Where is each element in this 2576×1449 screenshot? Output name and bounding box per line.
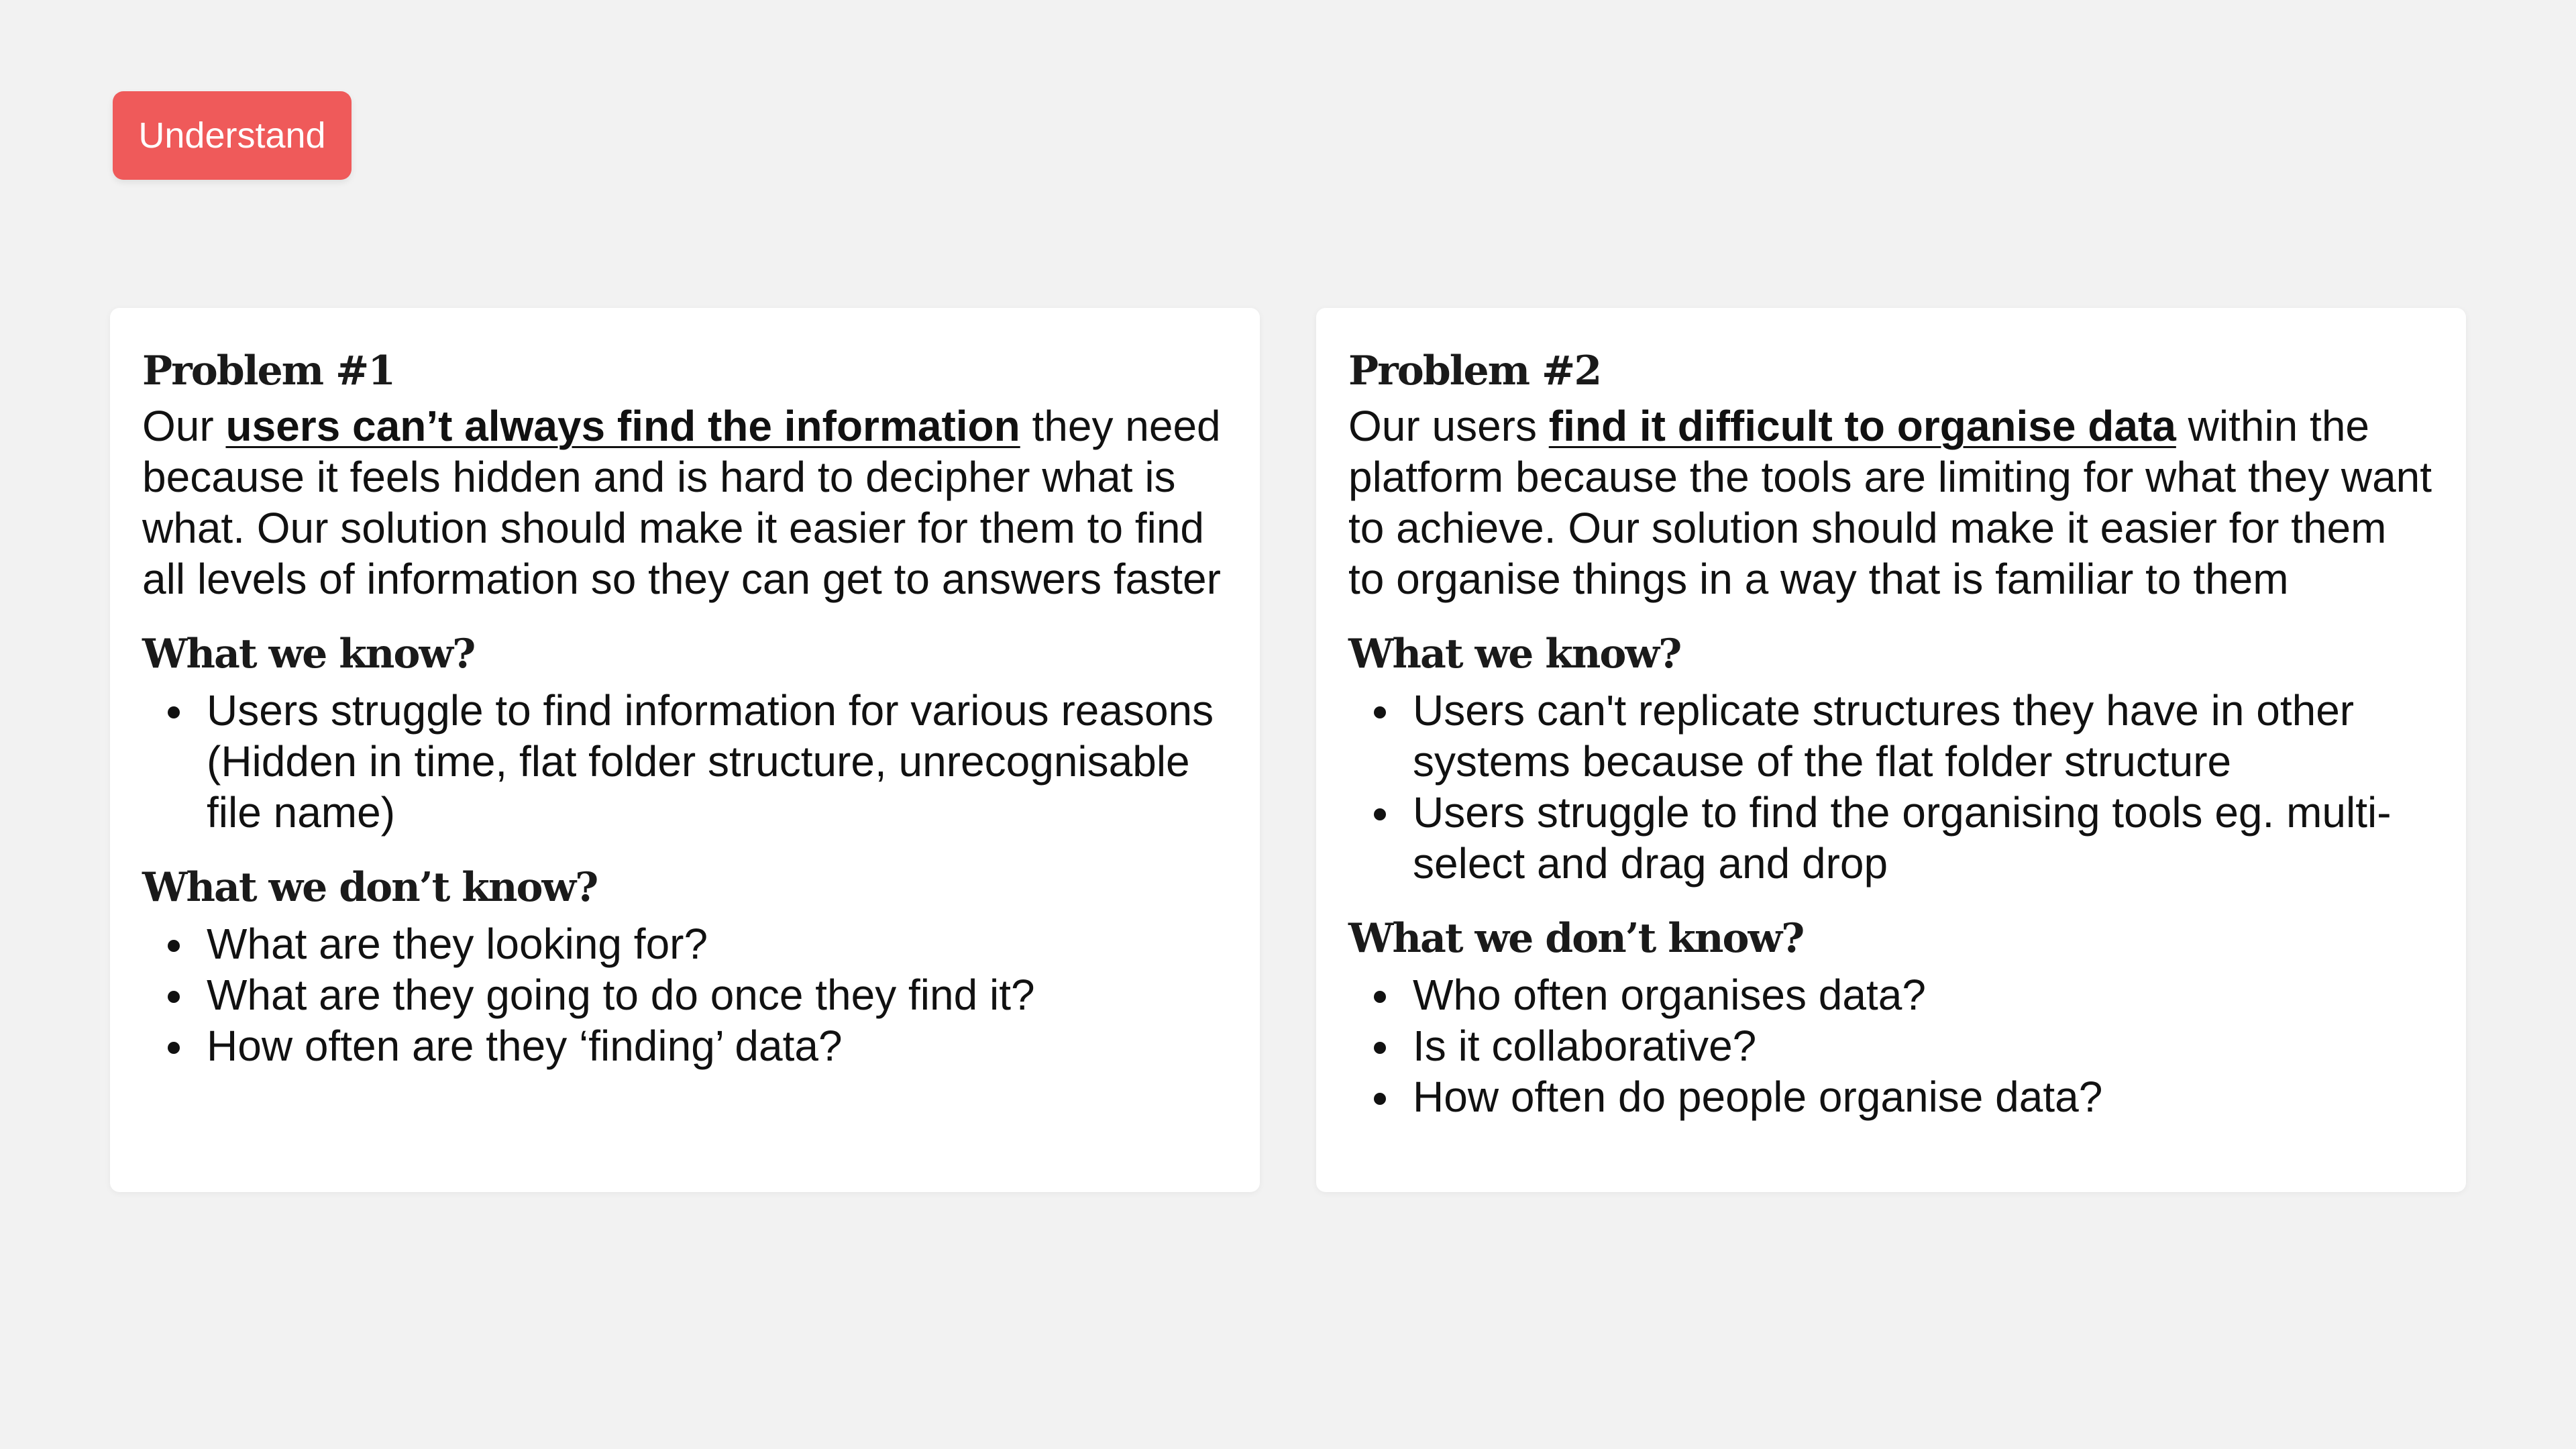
unknown-heading: What we don’t know? [142,864,598,911]
known-heading: What we know? [1348,631,1681,678]
list-item: What are they looking for? [142,918,1228,969]
statement-lead: Our [142,402,226,450]
list-item: Users can't replicate structures they have in other systems because of the flat folder structure [1348,685,2434,787]
list-item: What are they going to do once they find it? [142,969,1228,1020]
list-item: Is it collaborative? [1348,1020,2434,1071]
statement-rest: within the platform because the tools are limiting for what they want to achieve. Our solution should make it easier for them to organise things in a way that is familiar to them [1348,402,2432,603]
known-list [1348,685,2434,889]
list-item: Users struggle to find information for various reasons (Hidden in time, flat folder structure, unrecognisable file name) [142,685,1228,838]
unknown-list [142,918,1228,1071]
list-item: Users struggle to find the organising tools eg. multi-select and drag and drop [1348,787,2434,889]
unknown-list [1348,969,2434,1122]
statement-lead: Our users [1348,402,1549,450]
list-item: Who often organises data? [1348,969,2434,1020]
statement-rest: they need because it feels hidden and is hard to decipher what is what. Our solution should make it easier for them to find all levels of information so they can get to answers faster [142,402,1221,603]
problem-card-2 [1316,308,2466,1192]
statement-emphasis: users can’t always find the information [225,402,1020,450]
list-item: How often do people organise data? [1348,1071,2434,1122]
problem-card-1 [110,308,1260,1192]
understand-tag: Understand [113,91,352,180]
known-heading: What we know? [142,631,475,678]
problem-statement [142,400,1228,604]
unknown-heading: What we don’t know? [1348,915,1804,962]
problem-title: Problem #1 [142,347,395,394]
statement-emphasis: find it difficult to organise data [1548,402,2176,450]
known-list [142,685,1228,838]
problem-statement [1348,400,2434,604]
problem-title: Problem #2 [1348,347,1601,394]
list-item: How often are they ‘finding’ data? [142,1020,1228,1071]
